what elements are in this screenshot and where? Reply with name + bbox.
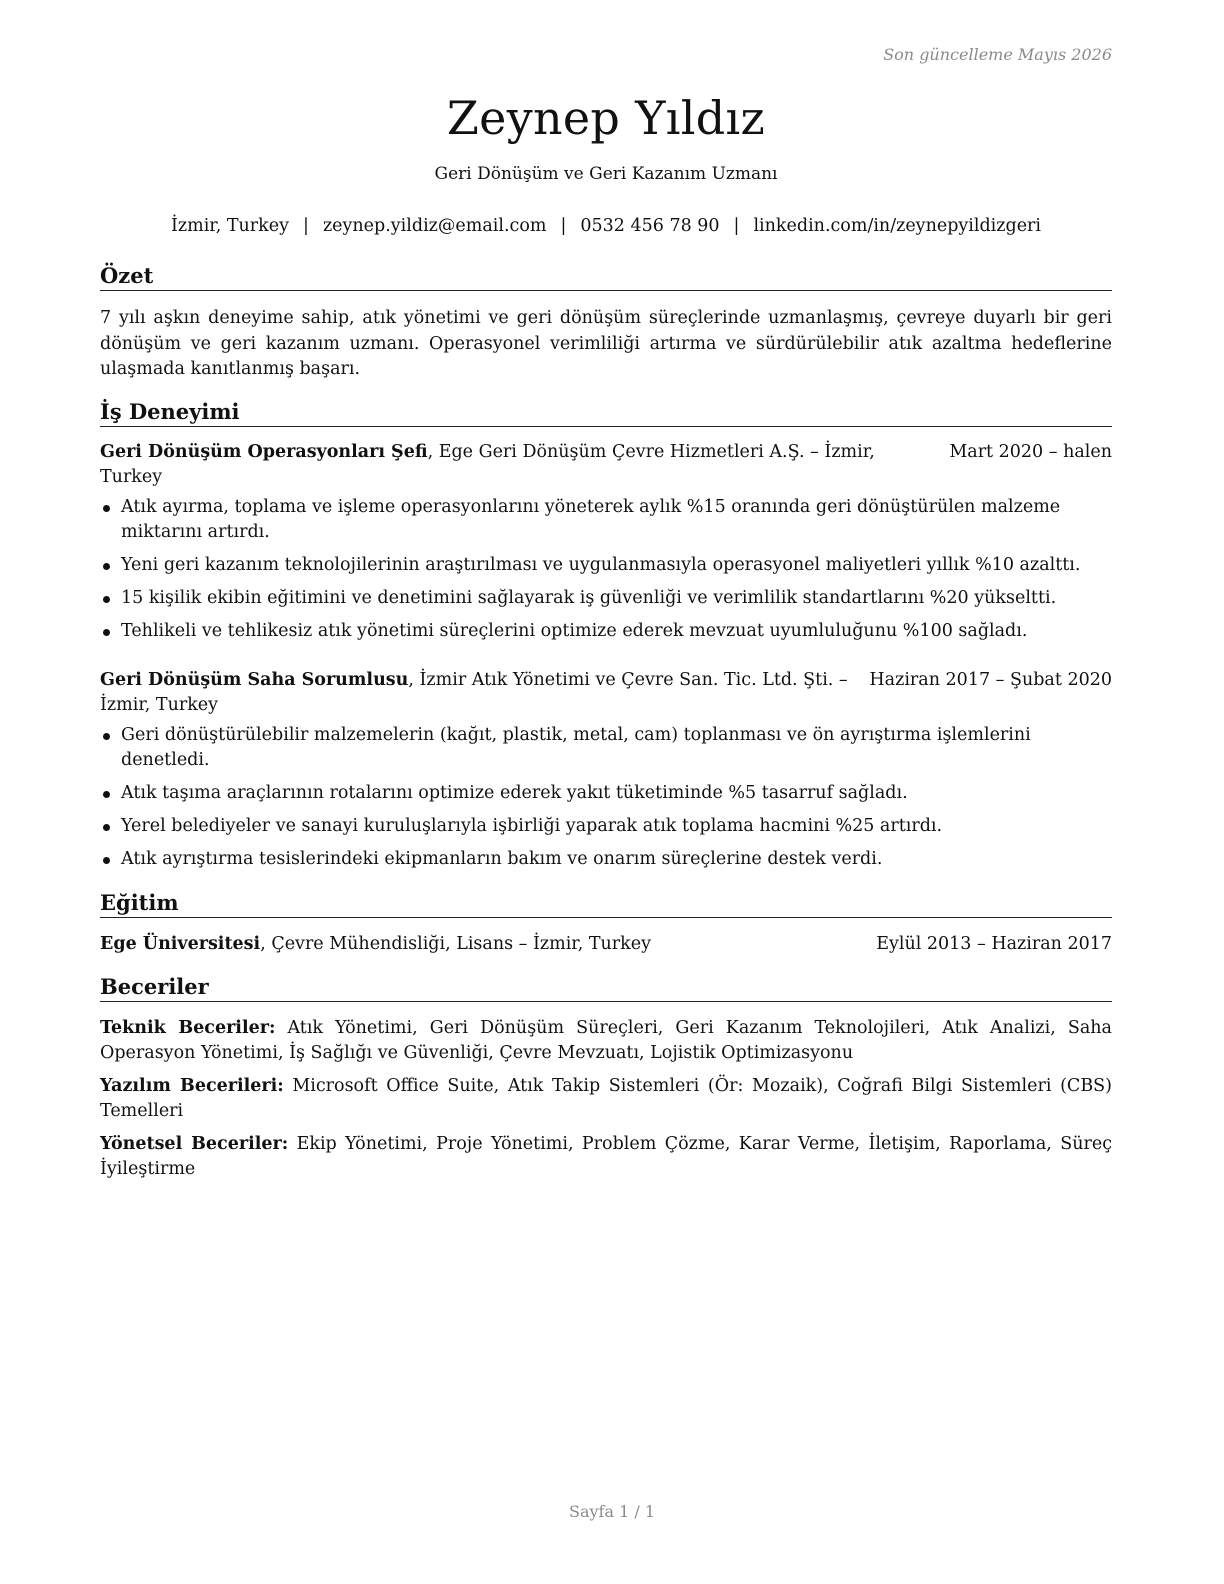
job-title: Geri Dönüşüm ve Geri Kazanım Uzmanı [434, 164, 778, 184]
skills-heading: Beceriler [100, 973, 1112, 1002]
email-link[interactable]: zeynep.yildiz@email.com [322, 216, 547, 236]
job-entry [100, 668, 1112, 872]
phone-text: 0532 456 78 90 [580, 216, 720, 236]
contact-line [100, 214, 1112, 238]
contact-separator: | [303, 216, 309, 236]
last-updated-note: Son güncelleme Mayıs 2026 [883, 45, 1112, 64]
job-dates: Mart 2020 – halen [949, 441, 1112, 462]
school-name: Ege Üniversitesi [100, 933, 261, 954]
skills-list [100, 1016, 1112, 1182]
bullet-icon [103, 824, 110, 831]
page-number: Sayfa 1 / 1 [568, 1502, 655, 1521]
job-role: Geri Dönüşüm Operasyonları Şefi [100, 441, 428, 462]
bullet-icon [103, 629, 110, 636]
list-item: Atık ayırma, toplama ve işleme operasyonlarını yöneterek aylık %15 oranında geri dönüştürülen malzeme miktarını artırdı. [100, 495, 1112, 545]
bullet-icon [103, 791, 110, 798]
resume-page [100, 0, 1112, 1182]
list-item: 15 kişilik ekibin eğitimini ve denetimini sağlayarak iş güvenliği ve verimlilik standartlarını %20 yükseltti. [100, 586, 1112, 611]
skill-group-management: Yönetsel Beceriler: Ekip Yönetimi, Proje Yönetimi, Problem Çözme, Karar Verme, İletişim, Raporlama, Süreç İyileştirme [100, 1134, 1112, 1179]
job-employer: , İzmir Atık Yönetimi ve Çevre San. Tic. Ltd. Şti. – İzmir, Turkey [100, 669, 848, 715]
list-item: Yeni geri kazanım teknolojilerinin araştırılması ve uygulanmasıyla operasyonel maliyetleri yıllık %10 azalttı. [100, 553, 1112, 578]
skill-group-technical: Teknik Beceriler: Atık Yönetimi, Geri Dönüşüm Süreçleri, Geri Kazanım Teknolojileri, Atık Analizi, Saha Operasyon Yönetimi, İş Sağlığı ve Güvenliği, Çevre Mevzuatı, Lojistik Optimizasyonu [100, 1018, 1112, 1063]
education-dates: Eylül 2013 – Haziran 2017 [876, 933, 1112, 954]
linkedin-link[interactable]: linkedin.com/in/zeynepyildizgeri [753, 216, 1042, 236]
education-entry [100, 932, 1112, 958]
degree-details: , Çevre Mühendisliği, Lisans – İzmir, Turkey [260, 933, 652, 954]
list-item: Yerel belediyeler ve sanayi kuruluşlarıyla işbirliği yaparak atık toplama hacmini %25 artırdı. [100, 814, 1112, 839]
job-bullets [100, 723, 1112, 872]
bullet-icon [103, 733, 110, 740]
bullet-icon [103, 505, 110, 512]
bullet-icon [103, 857, 110, 864]
summary-text: 7 yılı aşkın deneyime sahip, atık yönetimi ve geri dönüşüm süreçlerinde uzmanlaşmış, çevreye duyarlı bir geri dönüşüm ve geri kazanım uzmanı. Operasyonel verimliliği artırma ve sürdürülebilir atık azaltma hedeflerine ulaşmada kanıtlanmış başarı. [100, 308, 1112, 379]
contact-separator: | [560, 216, 567, 236]
job-bullets [100, 495, 1112, 644]
list-item: Geri dönüştürülebilir malzemelerin (kağıt, plastik, metal, cam) toplanması ve ön ayrıştırma işlemlerini denetledi. [100, 723, 1112, 773]
job-role: Geri Dönüşüm Saha Sorumlusu [100, 669, 409, 690]
job-entry [100, 440, 1112, 644]
candidate-name: Zeynep Yıldız [446, 91, 766, 145]
job-employer: , Ege Geri Dönüşüm Çevre Hizmetleri A.Ş. – İzmir, Turkey [100, 441, 875, 487]
job-header [100, 440, 1112, 491]
list-item: Atık taşıma araçlarının rotalarını optimize ederek yakıt tüketiminde %5 tasarruf sağladı. [100, 781, 1112, 806]
job-header [100, 668, 1112, 719]
contact-separator: | [733, 216, 740, 236]
location-text: İzmir, Turkey [170, 216, 290, 236]
bullet-icon [103, 596, 110, 603]
experience-heading: İş Deneyimi [100, 398, 1112, 427]
job-dates: Haziran 2017 – Şubat 2020 [869, 669, 1112, 690]
skill-group-software: Yazılım Becerileri: Microsoft Office Suite, Atık Takip Sistemleri (Ör: Mozaik), Coğrafi Bilgi Sistemleri (CBS) Temelleri [100, 1076, 1112, 1121]
summary-heading: Özet [100, 262, 1112, 291]
list-item: Atık ayrıştırma tesislerindeki ekipmanların bakım ve onarım süreçlerine destek verdi. [100, 847, 1112, 872]
education-heading: Eğitim [100, 889, 1112, 918]
list-item: Tehlikeli ve tehlikesiz atık yönetimi süreçlerini optimize ederek mevzuat uyumluluğunu %100 sağladı. [100, 619, 1112, 644]
bullet-icon [103, 563, 110, 570]
